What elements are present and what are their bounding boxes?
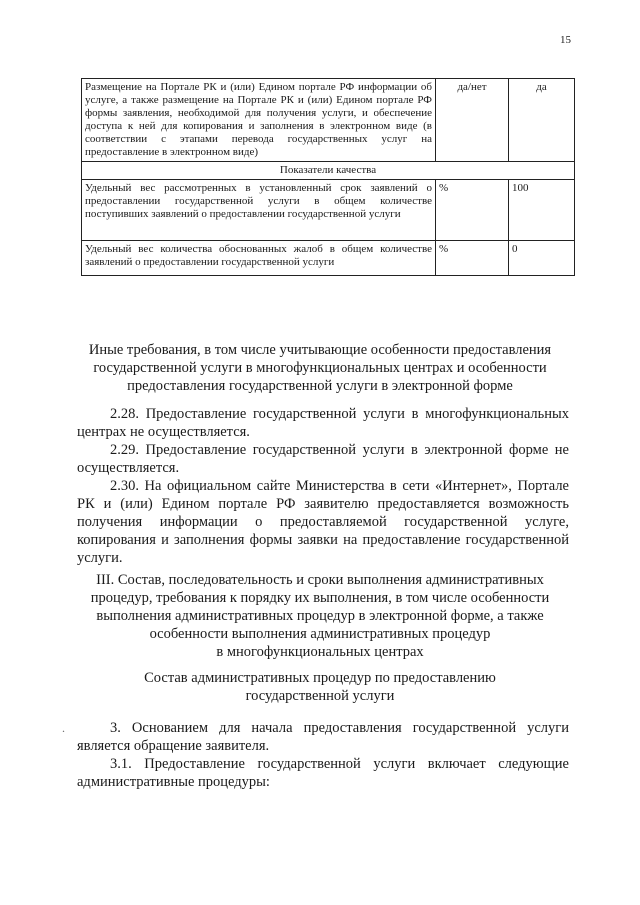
- table-cell-description: Удельный вес рассмотренных в установленный срок заявлений о предоставлении государственной услуги в общем количестве поступивших заявлений о предоставлении государственной услуги: [82, 180, 436, 241]
- heading-line: особенности выполнения административных процедур: [149, 626, 491, 642]
- table-section-row: [82, 162, 575, 180]
- table-cell-description: Удельный вес количества обоснованных жалоб в общем количестве заявлений о предоставлении государственной услуги: [82, 241, 436, 276]
- heading-line: выполнения административных процедур в электронной форме, а также: [96, 608, 544, 624]
- table-row: [82, 79, 575, 162]
- heading-line: государственной услуги в многофункциональных центрах и особенности: [93, 360, 547, 376]
- heading-line: государственной услуги: [245, 688, 395, 704]
- paragraph-2-28: 2.28. Предоставление государственной услуги в многофункциональных центрах не осуществляется.: [77, 406, 569, 440]
- section-heading-iii: [60, 571, 580, 661]
- paragraph-3-1: 3.1. Предоставление государственной услуги включает следующие административные процедуры:: [77, 756, 569, 790]
- section-heading-other-requirements: [60, 341, 580, 395]
- paragraph-2-29: 2.29. Предоставление государственной услуги в электронной форме не осуществляется.: [77, 442, 569, 476]
- heading-line: III. Состав, последовательность и сроки выполнения административных: [96, 572, 544, 588]
- table-row: [82, 180, 575, 241]
- heading-line: предоставления государственной услуги в электронной форме: [127, 378, 513, 394]
- table-cell-unit: %: [436, 241, 509, 276]
- table-cell-unit: %: [436, 180, 509, 241]
- paragraph-3: 3. Основанием для начала предоставления государственной услуги является обращение заявителя.: [77, 720, 569, 754]
- table-cell-description: Размещение на Портале РК и (или) Едином портале РФ информации об услуге, а также размещение на Портале РК и (или) Едином портале РФ формы заявления, необходимой для получения услуги, и обеспечение доступа к ней для копирования и заполнения в электронном виде (в соответствии с этапами перевода государственных услуг на предоставление в электронном виде): [82, 79, 436, 162]
- table-cell-unit: да/нет: [436, 79, 509, 162]
- paragraph-2-30: 2.30. На официальном сайте Министерства в сети «Интернет», Портале РК и (или) Едином портале РФ заявителю предоставляется возможность получения информации о предоставляемой государственной услуге, копирования и заполнения формы заявки на предоставление государственной услуги.: [77, 478, 569, 566]
- heading-line: в многофункциональных центрах: [216, 644, 424, 660]
- heading-line: процедур, требования к порядку их выполнения, в том числе особенности: [90, 590, 550, 606]
- heading-line: Состав административных процедур по предоставлению: [144, 670, 496, 686]
- page-number: 15: [560, 34, 571, 46]
- table-cell-value: 0: [509, 241, 575, 276]
- table-cell-value: 100: [509, 180, 575, 241]
- section-heading-procedures: [60, 669, 580, 705]
- quality-indicators-table: [81, 78, 575, 276]
- scan-mark: .: [62, 721, 65, 735]
- table-section-header: Показатели качества: [82, 162, 575, 180]
- table-cell-value: да: [509, 79, 575, 162]
- table-row: [82, 241, 575, 276]
- heading-line: Иные требования, в том числе учитывающие особенности предоставления: [88, 342, 552, 358]
